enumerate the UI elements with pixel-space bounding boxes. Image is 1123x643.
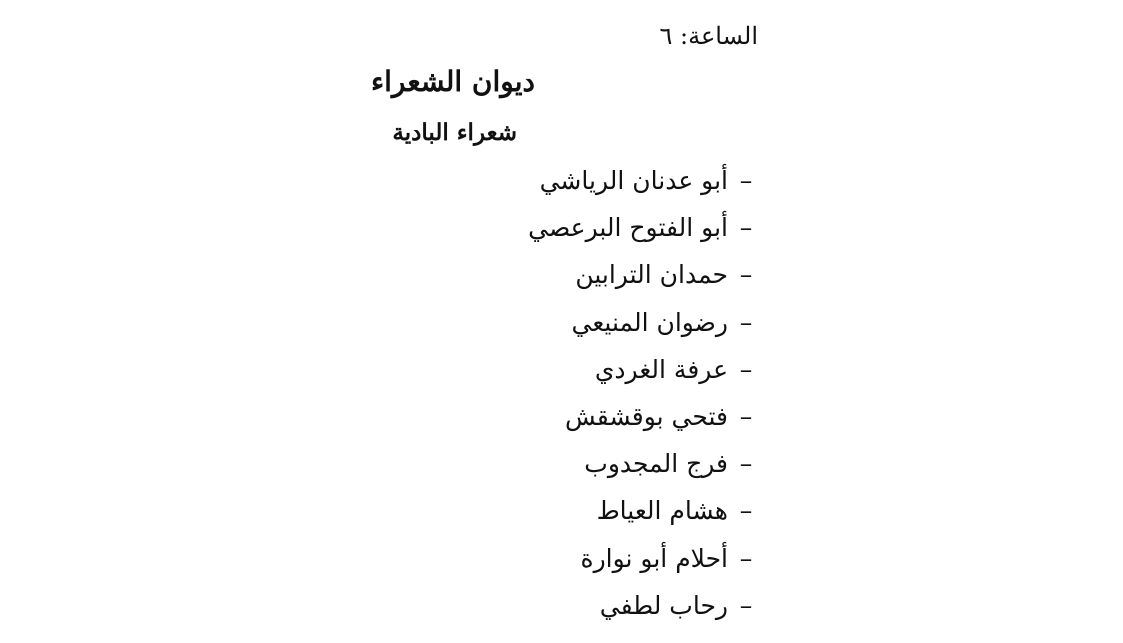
list-item <box>528 542 758 589</box>
poet-name: فرج المجدوب <box>584 449 728 479</box>
list-bullet: – <box>739 260 753 290</box>
list-bullet: – <box>739 449 753 479</box>
poet-name: فتحي بوقشقش <box>564 401 728 431</box>
list-item <box>528 494 758 541</box>
list-item <box>528 164 758 211</box>
page-title: ديوان الشعراء <box>370 65 535 98</box>
poet-name: رحاب لطفي <box>599 590 728 620</box>
poet-name: عرفة الغردي <box>594 354 728 384</box>
list-item <box>528 258 758 305</box>
list-bullet: – <box>739 166 753 195</box>
poet-name: أبو الفتوح البرعصي <box>528 213 728 243</box>
hour-label: الساعة: ٦ <box>659 22 758 50</box>
poets-list <box>528 164 758 636</box>
list-bullet: – <box>739 590 753 620</box>
list-item <box>528 353 758 400</box>
poet-name: رضوان المنيعي <box>571 307 728 337</box>
list-item <box>528 400 758 447</box>
poet-name: حمدان الترابين <box>575 260 728 290</box>
list-bullet: – <box>739 213 753 243</box>
poet-name: هشام العياط <box>596 496 728 526</box>
list-item <box>528 589 758 636</box>
list-bullet: – <box>739 354 753 384</box>
list-bullet: – <box>739 543 753 573</box>
list-bullet: – <box>739 401 753 431</box>
poet-name: أبو عدنان الرياشي <box>539 166 728 195</box>
list-bullet: – <box>739 307 753 337</box>
list-item <box>528 306 758 353</box>
section-title: شعراء البادية <box>392 119 517 146</box>
list-item <box>528 447 758 494</box>
list-bullet: – <box>739 496 753 526</box>
poet-name: أحلام أبو نوارة <box>580 543 728 573</box>
list-item <box>528 211 758 258</box>
